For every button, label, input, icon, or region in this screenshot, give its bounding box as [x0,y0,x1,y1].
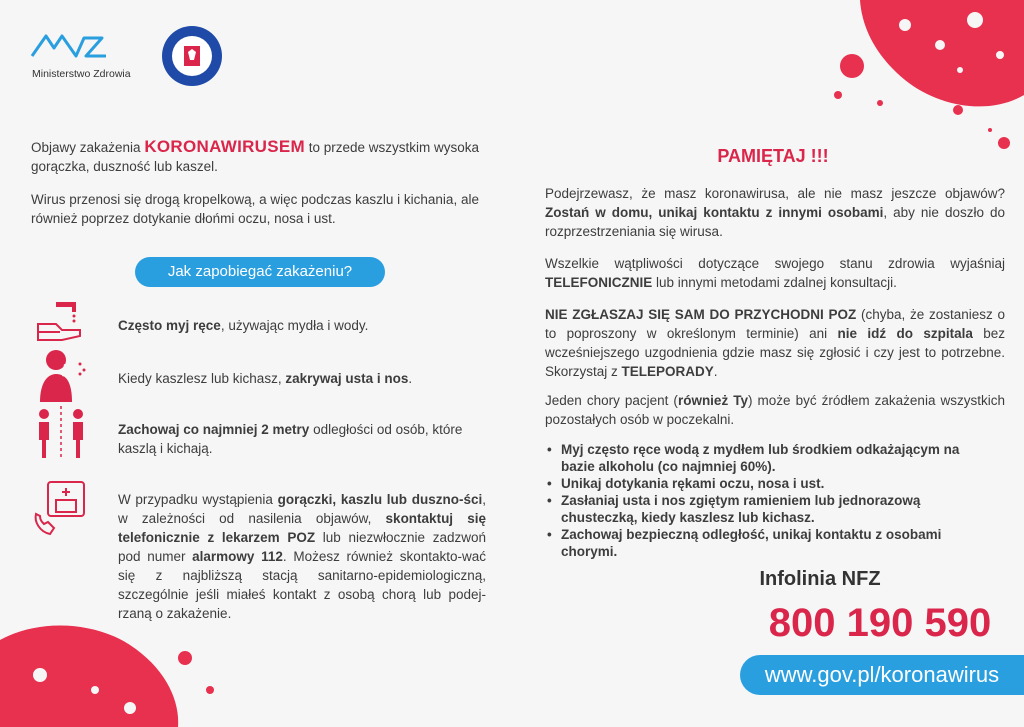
keep-distance-text: Zachowaj co najmniej 2 metry odległości od osób, które kaszlą i kichają. [118,422,463,456]
do-not-visit-paragraph: NIE ZGŁASZAJ SIĘ SAM DO PRZYCHODNI POZ (chyba, że zostaniesz o to poproszony w określonym terminie) ani nie idź do szpitala bez wcześniejszego uzgodnienia gdzie masz się zgłosić i czy jest to potrzebne. Skorzystaj z TELEPORADY. [545,307,1005,379]
contact-doctor-text: W przypadku wystąpienia gorączki, kaszlu lub duszno-ści, w zależności od nasilenia objawów, skontaktuj się telefonicznie z lekarzem POZ lub niezwłocznie zadzwoń pod numer alarmowy 112. Możesz również skontakto-wać się z najbliższą stacją sanitarno-epidemiologiczną, szczególnie jeśli miałeś kontakt z osobą chorą lub podej-rzaną o zakażenie. [118,492,487,621]
list-item: • Myj często ręce wodą z mydłem lub środkiem odkażającym na bazie alkoholu (co najmniej 60%). [545,441,995,475]
list-item: • Zachowaj bezpieczną odległość, unikaj kontaktu z osobami chorymi. [545,526,995,560]
cover-mouth-text: Kiedy kaszlesz lub kichasz, zakrywaj usta i nos. [118,371,413,386]
ministry-name: Ministerstwo Zdrowia [32,68,131,80]
remember-heading: PAMIĘTAJ !!! [717,146,829,166]
mz-logo-icon [28,28,148,68]
list-item: • Unikaj dotykania rękami oczu, nosa i ust. [545,475,995,492]
patient-source-paragraph: Jeden chory pacjent (również Ty) może być źródłem zakażenia wszystkich pozostałych osób w poczekalni. [545,393,1005,427]
stay-home-paragraph: Podejrzewasz, że masz koronawirusa, ale nie masz jeszcze objawów? Zostań w domu, unikaj kontaktu z innymi osobami, aby nie doszło do rozprzestrzeniania się wirusa. [545,186,1006,239]
intro-text: Objawy zakażenia KORONAWIRUSEM to przede wszystkim wysoka gorączka, duszność lub kaszel. [31,137,480,174]
tips-list [545,441,995,560]
pis-logo [160,24,224,88]
website-link[interactable]: www.gov.pl/koronawirus [740,655,1024,695]
prevention-heading-pill: Jak zapobiegać zakażeniu? [135,257,385,287]
wash-hands-text: Często myj ręce, używając mydła i wody. [118,318,369,333]
infolinia-number[interactable]: 800 190 590 [768,601,992,645]
transmission-text: Wirus przenosi się drogą kropelkową, a więc podczas kaszlu i kichania, ale również poprzez dotykanie dłońmi oczu, nosa i ust. [31,192,479,226]
phone-consultation-paragraph: Wszelkie wątpliwości dotyczące swojego stanu zdrowia wyjaśniaj TELEFONICZNIE lub innymi metodami zdalnej konsultacji. [545,256,1005,290]
list-item: • Zasłaniaj usta i nos zgiętym ramieniem lub jednorazową chusteczką, kiedy kaszlesz lub kichasz. [545,492,995,526]
distance-icon [34,402,94,462]
phone-clinic-icon [32,478,92,538]
cough-cover-icon [34,346,94,406]
infolinia-label: Infolinia NFZ [759,568,881,590]
